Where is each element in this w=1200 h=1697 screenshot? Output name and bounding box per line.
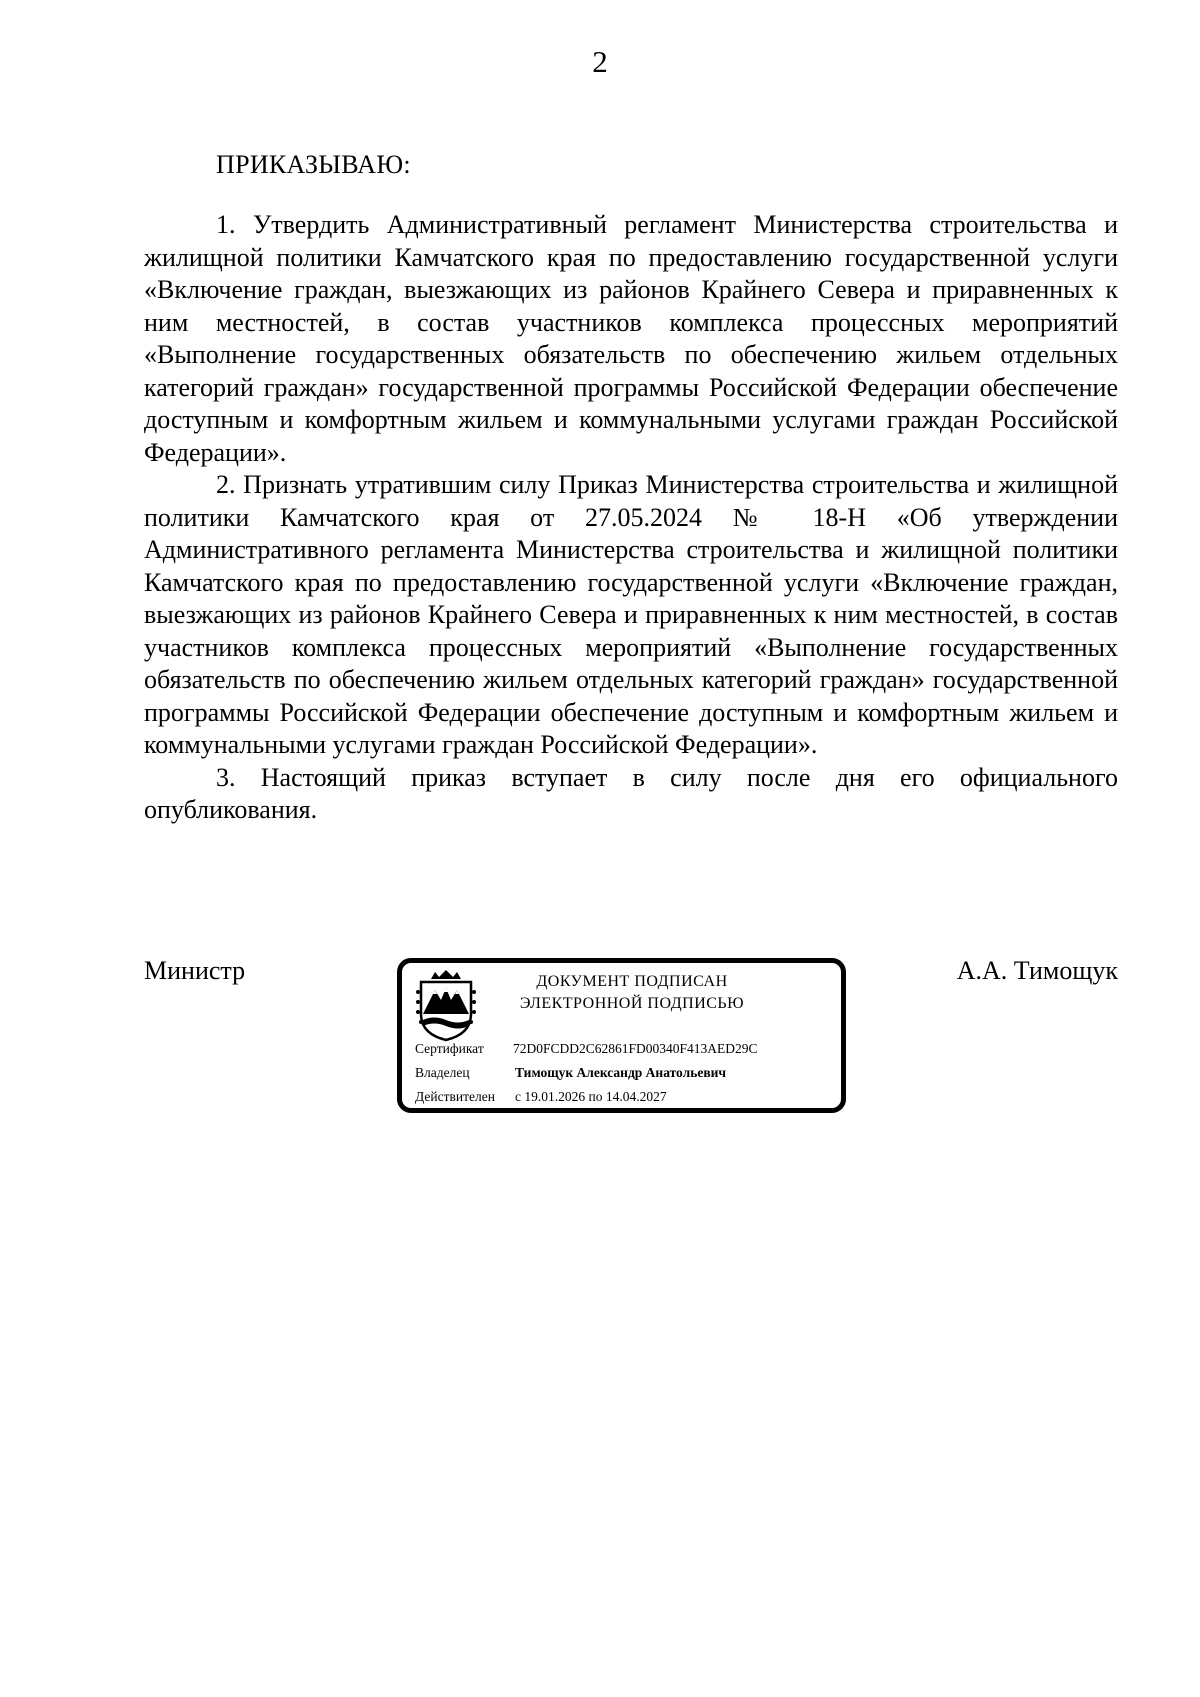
certificate-label: Сертификат	[415, 1041, 484, 1056]
kamchatka-coat-of-arms-icon	[415, 970, 477, 1042]
stamp-valid-row	[415, 1089, 667, 1105]
paragraph-1: 1. Утвердить Административный регламент Министерства строительства и жилищной политики Камчатского края по предоставлению государственной услуги «Включение граждан, выезжающих из районов Крайнего Севера и приравненных к ним местностей, в состав участников комплекса процессных мероприятий «Выполнение государственных обязательств по обеспечению жильем отдельных категорий граждан» государственной программы Российской Федерации обеспечение доступным и комфортным жильем и коммунальными услугами граждан Российской Федерации».	[144, 210, 1118, 467]
page-number: 2	[592, 44, 608, 79]
stamp-owner-row	[415, 1065, 726, 1081]
owner-value: Тимощук Александр Анатольевич	[515, 1065, 727, 1080]
paragraph-2: 2. Признать утратившим силу Приказ Министерства строительства и жилищной политики Камчатского края от 27.05.2024 № 18-Н «Об утверждении Административного регламента Министерства строительства и жилищной политики Камчатского края по предоставлению государственной услуги «Включение граждан, выезжающих из районов Крайнего Севера и приравненных к ним местностей, в состав участников комплекса процессных мероприятий «Выполнение государственных обязательств по обеспечению жильем отдельных категорий граждан» государственной программы Российской Федерации обеспечение доступным и комфортным жильем и коммунальными услугами граждан Российской Федерации».	[144, 470, 1118, 759]
valid-value: с 19.01.2026 по 14.04.2027	[515, 1089, 667, 1104]
stamp-heading-line2: ЭЛЕКТРОННОЙ ПОДПИСЬЮ	[519, 995, 745, 1012]
electronic-signature-stamp	[397, 958, 846, 1113]
decree-heading: ПРИКАЗЫВАЮ:	[216, 150, 411, 179]
document-body	[144, 209, 1118, 827]
certificate-value: 72D0FCDD2C62861FD00340F413AED29C	[513, 1041, 758, 1056]
signatory-name: А.А. Тимощук	[956, 956, 1118, 985]
valid-label: Действителен	[415, 1089, 495, 1104]
signatory-role: Министр	[144, 956, 246, 985]
stamp-heading-line1: ДОКУМЕНТ ПОДПИСАН	[536, 973, 728, 990]
paragraph-3: 3. Настоящий приказ вступает в силу после дня его официального опубликования.	[144, 762, 1118, 824]
stamp-certificate-row	[415, 1041, 758, 1057]
owner-label: Владелец	[415, 1065, 470, 1080]
